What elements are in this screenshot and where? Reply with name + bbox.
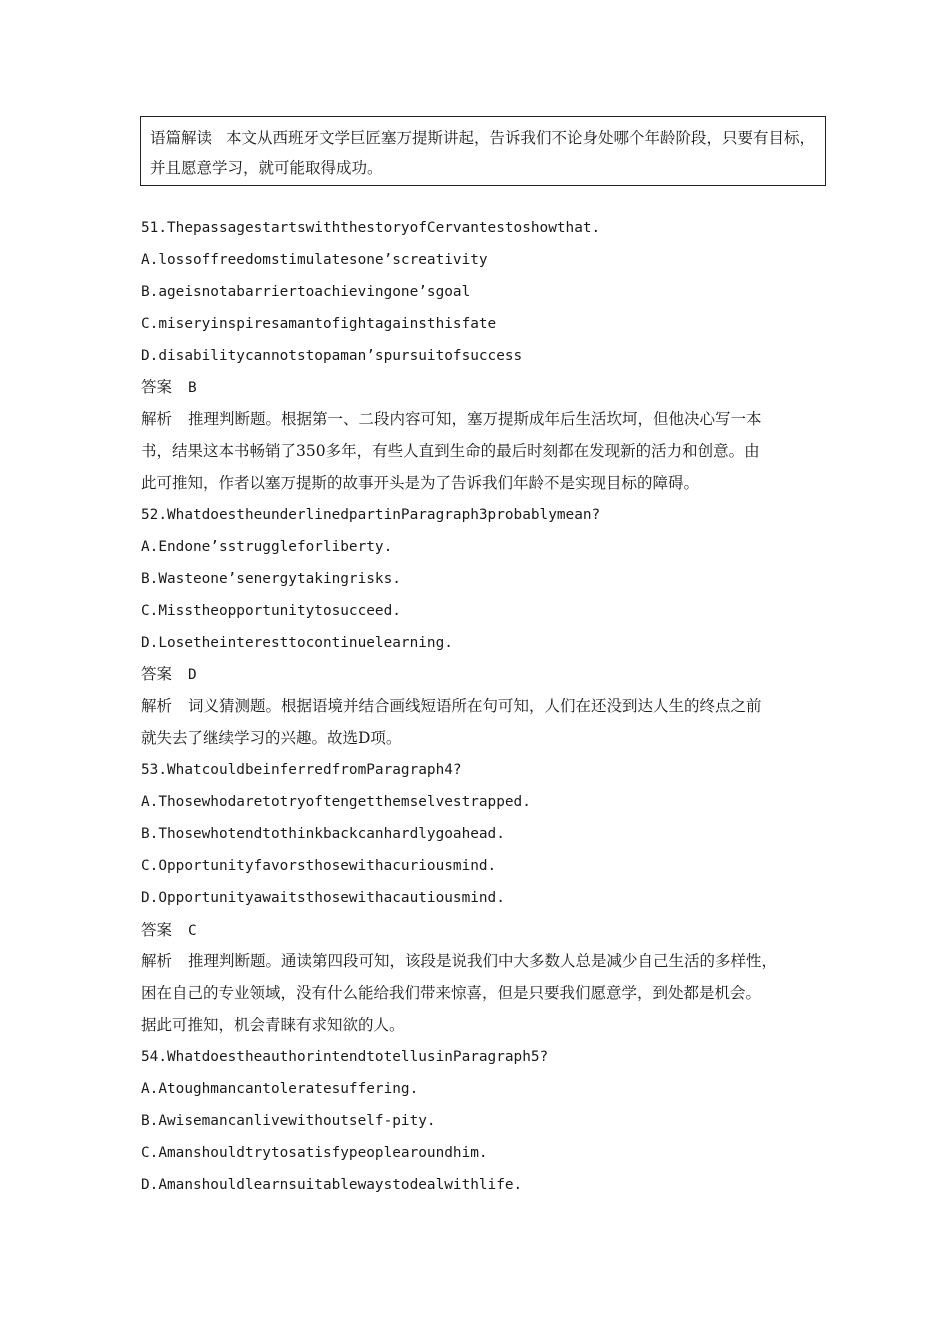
question-stem: 53.WhatcouldbeinferredfromParagraph4? (141, 762, 462, 779)
option-c: C.Opportunityfavorsthosewithacuriousmind. (141, 857, 497, 874)
explanation-text: 书，结果这本书畅销了350多年，有些人直到生命的最后时刻都在发现新的活力和创意。由 (141, 442, 760, 461)
explanation-line (141, 691, 827, 723)
explanation-text: 困在自己的专业领域，没有什么能给我们带来惊喜，但是只要我们愿意学，到处都是机会。 (141, 984, 762, 1003)
question-stem: 51.ThepassagestartswiththestoryofCervantestoshowthat. (141, 220, 601, 236)
option-c: C.miseryinspiresamantofightagainsthisfate (141, 315, 497, 332)
question-54 (141, 1042, 827, 1201)
question-stem: 54.WhatdoestheauthorintendtotellusinParagraph5? (141, 1049, 549, 1066)
explanation-text: 据此可推知，机会青睐有求知欲的人。 (141, 1016, 405, 1035)
explanation-text: 词义猜测题。根据语境并结合画线短语所在句可知，人们在还没到达人生的终点之前 (188, 697, 762, 716)
option-a: A.Atoughmancantoleratesuffering. (141, 1081, 419, 1098)
answer-value: D (188, 667, 197, 684)
explanation-label: 解析 (141, 410, 173, 429)
question-51 (141, 213, 827, 500)
answer-label: 答案 (141, 665, 173, 684)
option-a: A.lossoffreedomstimulatesone’screativity (141, 251, 488, 268)
explanation-text: 推理判断题。根据第一、二段内容可知，塞万提斯成年后生活坎坷，但他决心写一本 (188, 410, 762, 429)
option-a: A.Thosewhodaretotryoftengetthemselvestrapped. (141, 794, 531, 811)
explanation-text: 此可推知，作者以塞万提斯的故事开头是为了告诉我们年龄不是实现目标的障碍。 (141, 474, 700, 493)
option-b: B.Wasteone’senergytakingrisks. (141, 570, 401, 587)
question-stem: 52.WhatdoestheunderlinedpartinParagraph3probablymean? (141, 507, 601, 524)
explanation-line (141, 946, 827, 978)
explanation-text: 就失去了继续学习的兴趣。故选D项。 (141, 729, 402, 748)
option-d: D.disabilitycannotstopaman’spursuitofsuccess (141, 347, 523, 364)
passage-summary-box (140, 116, 826, 186)
answer-value: B (188, 380, 197, 397)
explanation-line (141, 404, 827, 436)
explanation-label: 解析 (141, 697, 173, 716)
explanation-text: 推理判断题。通读第四段可知，该段是说我们中大多数人总是减少自己生活的多样性， (188, 952, 778, 971)
option-d: D.Amanshouldlearnsuitablewaystodealwithlife. (141, 1176, 523, 1193)
questions-section (141, 213, 827, 1202)
question-53 (141, 755, 827, 1042)
answer-label: 答案 (141, 920, 173, 939)
summary-label: 语篇解读 (150, 129, 213, 147)
answer-line (141, 372, 827, 404)
answer-label: 答案 (141, 378, 173, 397)
option-d: D.Losetheinteresttocontinuelearning. (141, 634, 453, 651)
answer-line (141, 659, 827, 691)
explanation-label: 解析 (141, 952, 173, 971)
option-b: B.ageisnotabarriertoachievingone’sgoal (141, 283, 471, 300)
question-52 (141, 500, 827, 755)
summary-text: 本文从西班牙文学巨匠塞万提斯讲起，告诉我们不论身处哪个年龄阶段，只要有目标，并且愿意学习，就可能取得成功。 (150, 129, 816, 177)
option-c: C.Amanshouldtrytosatisfypeoplearoundhim. (141, 1144, 488, 1161)
option-b: B.Thosewhotendtothinkbackcanhardlygoahead. (141, 825, 505, 842)
option-d: D.Opportunityawaitsthosewithacautiousmind. (141, 889, 505, 906)
answer-line (141, 915, 827, 947)
option-c: C.Misstheopportunitytosucceed. (141, 602, 401, 619)
answer-value: C (188, 922, 197, 939)
option-a: A.Endone’sstruggleforliberty. (141, 538, 393, 555)
option-b: B.Awisemancanlivewithoutself-pity. (141, 1112, 436, 1129)
